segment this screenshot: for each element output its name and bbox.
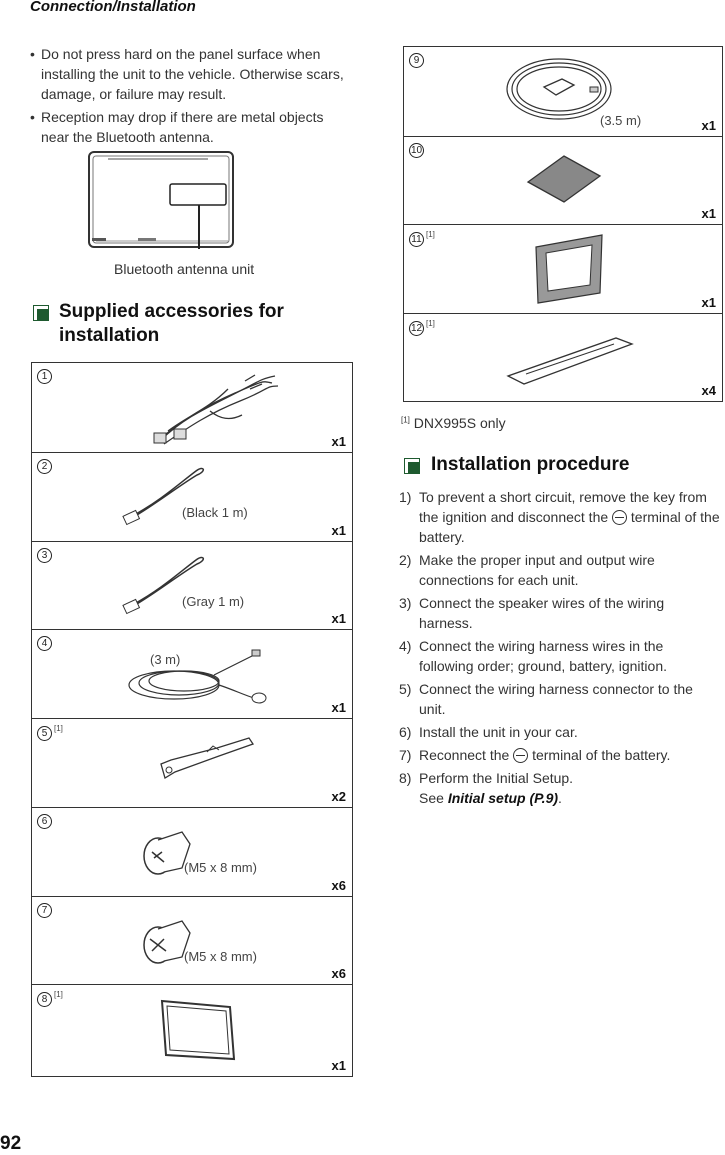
caution-list xyxy=(30,44,355,150)
quantity: x1 xyxy=(701,295,716,310)
minus-terminal-icon xyxy=(612,510,627,525)
item-number: 2 xyxy=(37,458,52,474)
wiring-harness-icon xyxy=(150,371,280,449)
accessory-row xyxy=(404,313,722,401)
item-number: 4 xyxy=(37,635,52,651)
accessory-note: (Black 1 m) xyxy=(182,505,248,520)
accessory-row xyxy=(32,452,352,541)
quantity: x4 xyxy=(701,383,716,398)
accessory-row xyxy=(404,136,722,224)
caution-bullet: • Reception may drop if there are metal objects near the Bluetooth antenna. xyxy=(30,107,355,147)
step-item: 3) Connect the speaker wires of the wiring harness. xyxy=(399,595,665,631)
bluetooth-caption: Bluetooth antenna unit xyxy=(114,261,255,277)
quantity: x1 xyxy=(331,1058,346,1073)
page-header: Connection/Installation xyxy=(30,0,196,15)
step-item: 7) Reconnect the terminal of the battery. xyxy=(399,747,671,763)
metallic-plate-icon xyxy=(524,152,604,207)
quantity: x1 xyxy=(701,206,716,221)
trim-frame-icon xyxy=(158,997,238,1063)
quantity: x1 xyxy=(331,434,346,449)
accessory-note: (M5 x 8 mm) xyxy=(184,949,257,964)
accessory-row xyxy=(32,363,352,452)
trim-plate-icon xyxy=(532,231,606,305)
accessories-table-left xyxy=(31,362,353,1077)
minus-terminal-icon xyxy=(513,748,528,763)
mounting-strip-icon xyxy=(504,332,636,388)
accessory-row xyxy=(32,718,352,807)
step-item: 1) To prevent a short circuit, remove the key from the ignition and disconnect the terminal of the battery. xyxy=(399,489,720,545)
accessory-row xyxy=(404,224,722,313)
step-item: 2) Make the proper input and output wire connections for each unit. xyxy=(399,552,655,588)
step-item: 5) Connect the wiring harness connector to the unit. xyxy=(399,681,693,717)
accessory-row xyxy=(32,896,352,984)
item-number: 1 xyxy=(37,368,52,384)
microphone-icon xyxy=(124,640,274,710)
quantity: x2 xyxy=(331,789,346,804)
section-marker-icon xyxy=(33,305,49,321)
item-number: 11 [1] xyxy=(409,230,435,247)
accessory-note: (3.5 m) xyxy=(600,113,642,128)
quantity: x1 xyxy=(701,118,716,133)
bluetooth-antenna-figure xyxy=(88,151,236,249)
step-item: 8) Perform the Initial Setup. See Initial setup (P.9). xyxy=(399,770,574,806)
page-number: 92 xyxy=(0,1133,22,1154)
accessories-table-right xyxy=(403,46,723,402)
gps-antenna-icon xyxy=(504,51,614,123)
accessory-row xyxy=(32,541,352,629)
item-number: 12 [1] xyxy=(410,319,435,334)
section-title-installation: Installation procedure xyxy=(431,454,630,475)
item-number: 5 [1] xyxy=(37,724,63,741)
accessory-note: (Gray 1 m) xyxy=(182,594,245,609)
extraction-key-icon xyxy=(157,734,257,784)
caution-bullet: • Do not press hard on the panel surface when installing the unit to the vehicle. Otherwise scars, damage, or failure may result. xyxy=(30,44,355,104)
item-number: 6 xyxy=(37,813,52,829)
accessory-row xyxy=(404,47,722,136)
accessory-row xyxy=(32,807,352,896)
item-number: 10 xyxy=(410,145,423,156)
item-number: 9 xyxy=(409,52,424,68)
accessory-row xyxy=(32,629,352,718)
initial-setup-link[interactable]: Initial setup (P.9) xyxy=(447,790,559,806)
footnote: [1] DNX995S only xyxy=(401,415,506,431)
section-marker-icon xyxy=(404,458,420,474)
quantity: x6 xyxy=(331,878,346,893)
step-item: 4) Connect the wiring harness wires in the following order; ground, battery, ignition. xyxy=(399,638,667,674)
accessory-note: (3 m) xyxy=(150,652,181,667)
step-item: 6) Install the unit in your car. xyxy=(399,724,578,740)
accessory-note: (M5 x 8 mm) xyxy=(184,860,257,875)
accessory-row xyxy=(32,984,352,1076)
quantity: x1 xyxy=(331,700,346,715)
quantity: x1 xyxy=(331,523,346,538)
item-number: 3 xyxy=(37,547,52,563)
item-number: 8 [1] xyxy=(37,990,63,1007)
section-title-accessories: Supplied accessories for installation xyxy=(59,301,284,346)
item-number: 7 xyxy=(37,902,52,918)
installation-steps xyxy=(399,487,721,811)
quantity: x1 xyxy=(331,611,346,626)
quantity: x6 xyxy=(331,966,346,981)
